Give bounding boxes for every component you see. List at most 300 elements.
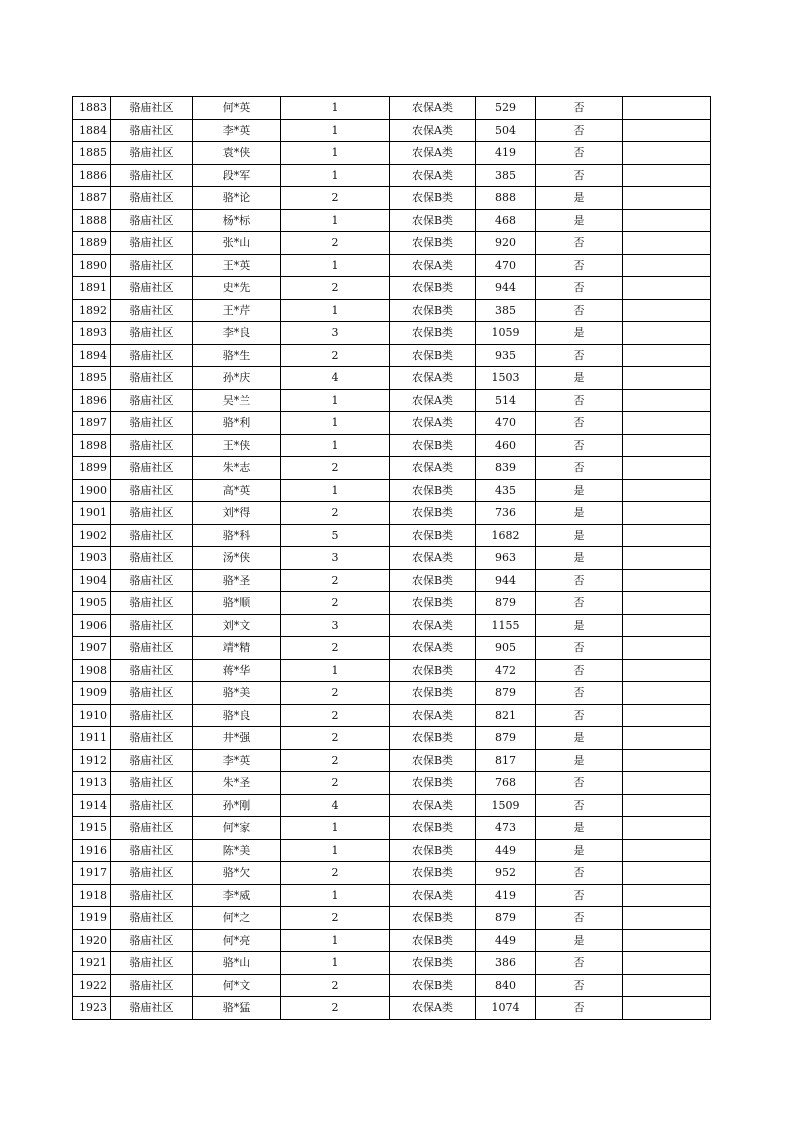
insurance-type-cell: 农保B类 (390, 569, 476, 592)
household-size-cell: 2 (281, 344, 390, 367)
amount-cell: 1155 (476, 614, 536, 637)
amount-cell: 879 (476, 907, 536, 930)
flag-cell: 是 (536, 547, 623, 570)
remarks-cell (623, 322, 711, 345)
insurance-type-cell: 农保A类 (390, 997, 476, 1020)
amount-cell: 504 (476, 119, 536, 142)
household-size-cell: 2 (281, 637, 390, 660)
resident-name-cell: 何*英 (193, 97, 281, 120)
insurance-type-cell: 农保A类 (390, 457, 476, 480)
remarks-cell (623, 862, 711, 885)
community-cell: 骆庙社区 (111, 187, 193, 210)
flag-cell: 否 (536, 232, 623, 255)
household-size-cell: 2 (281, 569, 390, 592)
community-cell: 骆庙社区 (111, 299, 193, 322)
resident-name-cell: 吴*兰 (193, 389, 281, 412)
amount-cell: 817 (476, 749, 536, 772)
household-size-cell: 1 (281, 299, 390, 322)
table-row (73, 97, 711, 120)
household-size-cell: 1 (281, 119, 390, 142)
table-row (73, 277, 711, 300)
community-cell: 骆庙社区 (111, 277, 193, 300)
insurance-type-cell: 农保B类 (390, 659, 476, 682)
household-size-cell: 2 (281, 457, 390, 480)
household-size-cell: 1 (281, 479, 390, 502)
remarks-cell (623, 974, 711, 997)
household-size-cell: 2 (281, 727, 390, 750)
remarks-cell (623, 592, 711, 615)
household-size-cell: 4 (281, 367, 390, 390)
flag-cell: 是 (536, 817, 623, 840)
community-cell: 骆庙社区 (111, 794, 193, 817)
amount-cell: 944 (476, 569, 536, 592)
insurance-type-cell: 农保A类 (390, 119, 476, 142)
resident-name-cell: 孙*庆 (193, 367, 281, 390)
amount-cell: 768 (476, 772, 536, 795)
table-row (73, 772, 711, 795)
community-cell: 骆庙社区 (111, 682, 193, 705)
remarks-cell (623, 344, 711, 367)
community-cell: 骆庙社区 (111, 209, 193, 232)
row-number-cell: 1883 (73, 97, 111, 120)
insurance-type-cell: 农保B类 (390, 839, 476, 862)
row-number-cell: 1912 (73, 749, 111, 772)
insurance-type-cell: 农保B类 (390, 502, 476, 525)
flag-cell: 是 (536, 614, 623, 637)
row-number-cell: 1902 (73, 524, 111, 547)
resident-name-cell: 李*良 (193, 322, 281, 345)
insurance-type-cell: 农保B类 (390, 434, 476, 457)
table-row (73, 434, 711, 457)
insurance-type-cell: 农保A类 (390, 884, 476, 907)
table-row (73, 614, 711, 637)
amount-cell: 879 (476, 727, 536, 750)
flag-cell: 否 (536, 682, 623, 705)
row-number-cell: 1895 (73, 367, 111, 390)
amount-cell: 419 (476, 884, 536, 907)
remarks-cell (623, 164, 711, 187)
flag-cell: 否 (536, 569, 623, 592)
household-size-cell: 1 (281, 389, 390, 412)
resident-name-cell: 王*英 (193, 254, 281, 277)
household-size-cell: 5 (281, 524, 390, 547)
remarks-cell (623, 997, 711, 1020)
remarks-cell (623, 884, 711, 907)
table-row (73, 187, 711, 210)
household-size-cell: 2 (281, 187, 390, 210)
community-cell: 骆庙社区 (111, 254, 193, 277)
table-row (73, 209, 711, 232)
row-number-cell: 1884 (73, 119, 111, 142)
resident-name-cell: 蒋*华 (193, 659, 281, 682)
remarks-cell (623, 187, 711, 210)
row-number-cell: 1896 (73, 389, 111, 412)
household-size-cell: 1 (281, 164, 390, 187)
community-cell: 骆庙社区 (111, 119, 193, 142)
insurance-type-cell: 农保B类 (390, 974, 476, 997)
flag-cell: 否 (536, 344, 623, 367)
community-cell: 骆庙社区 (111, 97, 193, 120)
resident-name-cell: 史*先 (193, 277, 281, 300)
row-number-cell: 1909 (73, 682, 111, 705)
household-size-cell: 1 (281, 817, 390, 840)
household-size-cell: 1 (281, 254, 390, 277)
flag-cell: 否 (536, 254, 623, 277)
remarks-cell (623, 209, 711, 232)
table-row (73, 367, 711, 390)
resident-name-cell: 何*文 (193, 974, 281, 997)
resident-name-cell: 骆*欠 (193, 862, 281, 885)
insurance-type-cell: 农保A类 (390, 164, 476, 187)
row-number-cell: 1914 (73, 794, 111, 817)
amount-cell: 920 (476, 232, 536, 255)
resident-name-cell: 张*山 (193, 232, 281, 255)
remarks-cell (623, 817, 711, 840)
remarks-cell (623, 142, 711, 165)
amount-cell: 529 (476, 97, 536, 120)
amount-cell: 468 (476, 209, 536, 232)
household-size-cell: 1 (281, 952, 390, 975)
remarks-cell (623, 254, 711, 277)
amount-cell: 879 (476, 592, 536, 615)
insurance-type-cell: 农保B类 (390, 772, 476, 795)
table-row (73, 524, 711, 547)
insurance-type-cell: 农保B类 (390, 749, 476, 772)
household-size-cell: 2 (281, 974, 390, 997)
table-row (73, 547, 711, 570)
table-row (73, 299, 711, 322)
community-cell: 骆庙社区 (111, 164, 193, 187)
row-number-cell: 1911 (73, 727, 111, 750)
insurance-type-cell: 农保A类 (390, 614, 476, 637)
resident-name-cell: 段*军 (193, 164, 281, 187)
row-number-cell: 1922 (73, 974, 111, 997)
table-row (73, 952, 711, 975)
amount-cell: 460 (476, 434, 536, 457)
community-cell: 骆庙社区 (111, 524, 193, 547)
amount-cell: 736 (476, 502, 536, 525)
household-size-cell: 2 (281, 232, 390, 255)
resident-name-cell: 骆*利 (193, 412, 281, 435)
row-number-cell: 1906 (73, 614, 111, 637)
community-cell: 骆庙社区 (111, 839, 193, 862)
table-row (73, 884, 711, 907)
remarks-cell (623, 749, 711, 772)
remarks-cell (623, 839, 711, 862)
amount-cell: 385 (476, 164, 536, 187)
remarks-cell (623, 479, 711, 502)
insurance-type-cell: 农保B类 (390, 187, 476, 210)
flag-cell: 是 (536, 929, 623, 952)
insurance-type-cell: 农保B类 (390, 929, 476, 952)
household-size-cell: 1 (281, 839, 390, 862)
insurance-type-cell: 农保B类 (390, 952, 476, 975)
flag-cell: 否 (536, 884, 623, 907)
remarks-cell (623, 637, 711, 660)
table-row (73, 637, 711, 660)
row-number-cell: 1904 (73, 569, 111, 592)
household-size-cell: 2 (281, 592, 390, 615)
resident-name-cell: 李*英 (193, 119, 281, 142)
remarks-cell (623, 929, 711, 952)
flag-cell: 否 (536, 592, 623, 615)
row-number-cell: 1890 (73, 254, 111, 277)
household-size-cell: 3 (281, 322, 390, 345)
insurance-type-cell: 农保A类 (390, 412, 476, 435)
household-size-cell: 1 (281, 659, 390, 682)
insurance-type-cell: 农保A类 (390, 254, 476, 277)
resident-name-cell: 靖*精 (193, 637, 281, 660)
amount-cell: 839 (476, 457, 536, 480)
community-cell: 骆庙社区 (111, 322, 193, 345)
row-number-cell: 1893 (73, 322, 111, 345)
remarks-cell (623, 569, 711, 592)
amount-cell: 514 (476, 389, 536, 412)
flag-cell: 否 (536, 659, 623, 682)
household-size-cell: 2 (281, 772, 390, 795)
resident-name-cell: 杨*标 (193, 209, 281, 232)
flag-cell: 是 (536, 209, 623, 232)
table-row (73, 322, 711, 345)
insurance-type-cell: 农保B类 (390, 907, 476, 930)
remarks-cell (623, 232, 711, 255)
resident-name-cell: 骆*圣 (193, 569, 281, 592)
insurance-type-cell: 农保A类 (390, 367, 476, 390)
flag-cell: 否 (536, 637, 623, 660)
remarks-cell (623, 97, 711, 120)
insurance-type-cell: 农保B类 (390, 862, 476, 885)
table-row (73, 412, 711, 435)
community-cell: 骆庙社区 (111, 142, 193, 165)
amount-cell: 470 (476, 412, 536, 435)
amount-cell: 952 (476, 862, 536, 885)
household-size-cell: 1 (281, 97, 390, 120)
remarks-cell (623, 952, 711, 975)
insurance-type-cell: 农保A类 (390, 704, 476, 727)
row-number-cell: 1903 (73, 547, 111, 570)
row-number-cell: 1901 (73, 502, 111, 525)
row-number-cell: 1907 (73, 637, 111, 660)
household-size-cell: 2 (281, 704, 390, 727)
table-row (73, 389, 711, 412)
insurance-type-cell: 农保B类 (390, 592, 476, 615)
amount-cell: 905 (476, 637, 536, 660)
community-cell: 骆庙社区 (111, 569, 193, 592)
insurance-type-cell: 农保B类 (390, 479, 476, 502)
row-number-cell: 1899 (73, 457, 111, 480)
insurance-type-cell: 农保B类 (390, 299, 476, 322)
amount-cell: 1509 (476, 794, 536, 817)
community-cell: 骆庙社区 (111, 749, 193, 772)
household-size-cell: 1 (281, 884, 390, 907)
table-row (73, 457, 711, 480)
remarks-cell (623, 614, 711, 637)
community-cell: 骆庙社区 (111, 547, 193, 570)
household-size-cell: 3 (281, 547, 390, 570)
flag-cell: 否 (536, 389, 623, 412)
table-row (73, 344, 711, 367)
table-row (73, 682, 711, 705)
table-body (73, 97, 711, 1020)
resident-name-cell: 王*芹 (193, 299, 281, 322)
household-size-cell: 2 (281, 277, 390, 300)
flag-cell: 否 (536, 952, 623, 975)
row-number-cell: 1913 (73, 772, 111, 795)
table-row (73, 502, 711, 525)
household-size-cell: 2 (281, 907, 390, 930)
insurance-type-cell: 农保A类 (390, 794, 476, 817)
resident-name-cell: 骆*美 (193, 682, 281, 705)
table-row (73, 164, 711, 187)
amount-cell: 435 (476, 479, 536, 502)
community-cell: 骆庙社区 (111, 479, 193, 502)
resident-name-cell: 王*侠 (193, 434, 281, 457)
community-cell: 骆庙社区 (111, 232, 193, 255)
resident-name-cell: 骆*科 (193, 524, 281, 547)
community-cell: 骆庙社区 (111, 344, 193, 367)
resident-name-cell: 骆*生 (193, 344, 281, 367)
row-number-cell: 1898 (73, 434, 111, 457)
table-row (73, 119, 711, 142)
household-size-cell: 1 (281, 929, 390, 952)
resident-name-cell: 刘*文 (193, 614, 281, 637)
row-number-cell: 1889 (73, 232, 111, 255)
remarks-cell (623, 727, 711, 750)
remarks-cell (623, 457, 711, 480)
community-cell: 骆庙社区 (111, 974, 193, 997)
flag-cell: 否 (536, 97, 623, 120)
remarks-cell (623, 277, 711, 300)
table-row (73, 862, 711, 885)
table-row (73, 142, 711, 165)
community-cell: 骆庙社区 (111, 502, 193, 525)
remarks-cell (623, 659, 711, 682)
row-number-cell: 1923 (73, 997, 111, 1020)
insurance-type-cell: 农保A类 (390, 97, 476, 120)
remarks-cell (623, 682, 711, 705)
resident-name-cell: 井*强 (193, 727, 281, 750)
remarks-cell (623, 119, 711, 142)
flag-cell: 否 (536, 457, 623, 480)
table-row (73, 997, 711, 1020)
amount-cell: 879 (476, 682, 536, 705)
insurance-type-cell: 农保A类 (390, 547, 476, 570)
table-row (73, 907, 711, 930)
table-row (73, 817, 711, 840)
row-number-cell: 1894 (73, 344, 111, 367)
amount-cell: 449 (476, 839, 536, 862)
row-number-cell: 1885 (73, 142, 111, 165)
community-cell: 骆庙社区 (111, 389, 193, 412)
flag-cell: 否 (536, 772, 623, 795)
household-size-cell: 4 (281, 794, 390, 817)
resident-name-cell: 骆*良 (193, 704, 281, 727)
flag-cell: 否 (536, 907, 623, 930)
table-row (73, 569, 711, 592)
flag-cell: 否 (536, 277, 623, 300)
remarks-cell (623, 389, 711, 412)
community-cell: 骆庙社区 (111, 997, 193, 1020)
row-number-cell: 1905 (73, 592, 111, 615)
community-cell: 骆庙社区 (111, 659, 193, 682)
row-number-cell: 1900 (73, 479, 111, 502)
remarks-cell (623, 524, 711, 547)
row-number-cell: 1921 (73, 952, 111, 975)
remarks-cell (623, 794, 711, 817)
insurance-type-cell: 农保B类 (390, 524, 476, 547)
amount-cell: 1682 (476, 524, 536, 547)
resident-name-cell: 高*英 (193, 479, 281, 502)
flag-cell: 否 (536, 862, 623, 885)
insurance-type-cell: 农保B类 (390, 277, 476, 300)
community-cell: 骆庙社区 (111, 907, 193, 930)
amount-cell: 1059 (476, 322, 536, 345)
resident-name-cell: 朱*圣 (193, 772, 281, 795)
row-number-cell: 1917 (73, 862, 111, 885)
flag-cell: 否 (536, 794, 623, 817)
row-number-cell: 1891 (73, 277, 111, 300)
flag-cell: 是 (536, 187, 623, 210)
amount-cell: 944 (476, 277, 536, 300)
flag-cell: 是 (536, 322, 623, 345)
community-cell: 骆庙社区 (111, 367, 193, 390)
resident-name-cell: 袁*侠 (193, 142, 281, 165)
household-size-cell: 1 (281, 142, 390, 165)
community-cell: 骆庙社区 (111, 614, 193, 637)
table-row (73, 254, 711, 277)
amount-cell: 470 (476, 254, 536, 277)
flag-cell: 是 (536, 839, 623, 862)
resident-name-cell: 李*威 (193, 884, 281, 907)
household-size-cell: 2 (281, 749, 390, 772)
remarks-cell (623, 502, 711, 525)
amount-cell: 840 (476, 974, 536, 997)
remarks-cell (623, 704, 711, 727)
community-cell: 骆庙社区 (111, 772, 193, 795)
household-size-cell: 2 (281, 862, 390, 885)
flag-cell: 是 (536, 479, 623, 502)
community-cell: 骆庙社区 (111, 727, 193, 750)
flag-cell: 否 (536, 974, 623, 997)
amount-cell: 472 (476, 659, 536, 682)
community-cell: 骆庙社区 (111, 929, 193, 952)
flag-cell: 否 (536, 704, 623, 727)
amount-cell: 963 (476, 547, 536, 570)
flag-cell: 是 (536, 749, 623, 772)
insurance-type-cell: 农保B类 (390, 209, 476, 232)
community-cell: 骆庙社区 (111, 434, 193, 457)
amount-cell: 1074 (476, 997, 536, 1020)
remarks-cell (623, 412, 711, 435)
flag-cell: 否 (536, 119, 623, 142)
flag-cell: 否 (536, 164, 623, 187)
row-number-cell: 1908 (73, 659, 111, 682)
resident-name-cell: 朱*志 (193, 457, 281, 480)
resident-name-cell: 李*英 (193, 749, 281, 772)
community-cell: 骆庙社区 (111, 704, 193, 727)
row-number-cell: 1886 (73, 164, 111, 187)
insurance-type-cell: 农保B类 (390, 322, 476, 345)
community-cell: 骆庙社区 (111, 592, 193, 615)
amount-cell: 386 (476, 952, 536, 975)
insurance-type-cell: 农保B类 (390, 682, 476, 705)
flag-cell: 是 (536, 502, 623, 525)
row-number-cell: 1887 (73, 187, 111, 210)
resident-name-cell: 陈*美 (193, 839, 281, 862)
table-row (73, 794, 711, 817)
community-cell: 骆庙社区 (111, 862, 193, 885)
resident-name-cell: 何*之 (193, 907, 281, 930)
